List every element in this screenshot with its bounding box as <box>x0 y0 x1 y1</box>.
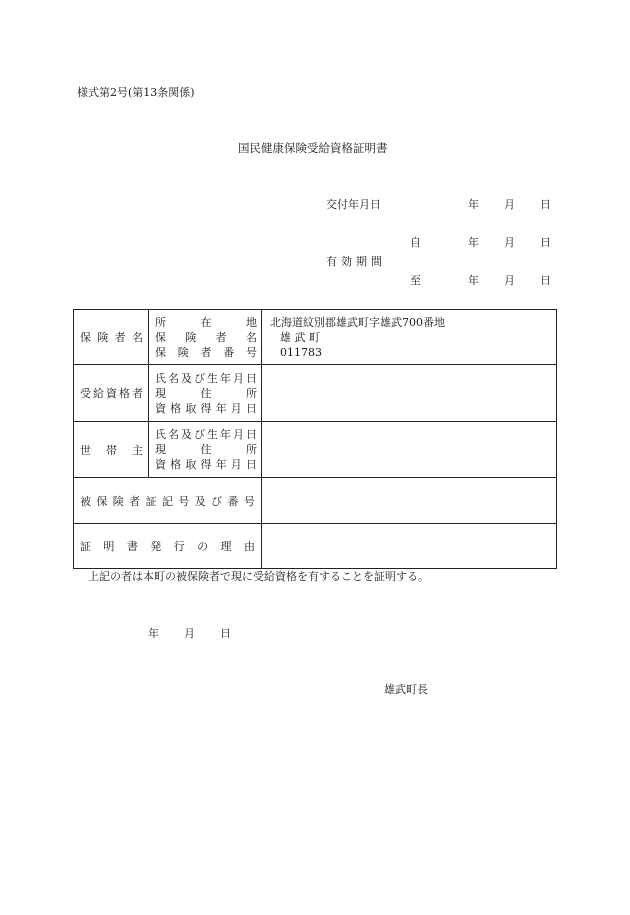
field-name-birthdate: 氏 名 及 び 生 年 月 日 <box>155 428 257 441</box>
certify-month-unit: 月 <box>184 627 195 640</box>
validity-label: 有効期間 <box>326 255 386 268</box>
qualified-person-row <box>74 365 557 422</box>
validity-from-label: 自 <box>410 236 421 249</box>
qualified-person-values-cell[interactable] <box>262 365 557 422</box>
to-day-unit: 日 <box>540 274 551 287</box>
certify-day-unit: 日 <box>220 627 231 640</box>
qualified-person-label-cell <box>74 365 149 422</box>
from-day-unit: 日 <box>540 236 551 249</box>
insurer-values-cell <box>262 310 557 365</box>
issuer-name: 雄武町長 <box>384 683 428 696</box>
issue-date-label: 交付年月日 <box>326 198 381 211</box>
reason-label-cell <box>74 524 262 569</box>
field-current-address: 現 住 所 <box>155 443 257 456</box>
to-year-unit: 年 <box>468 274 479 287</box>
issue-month-unit: 月 <box>504 198 515 211</box>
insurer-label: 保 険 者 名 <box>80 331 143 344</box>
field-acquisition-date: 資 格 取 得 年 月 日 <box>155 458 257 471</box>
certificate-table <box>73 309 557 569</box>
insured-card-label-cell <box>74 478 262 524</box>
field-insurer-name: 保 険 者 名 <box>155 330 257 344</box>
insurer-row <box>74 310 557 365</box>
reason-value-cell[interactable] <box>262 524 557 569</box>
certification-statement: 上記の者は本町の被保険者で現に受給資格を有することを証明する。 <box>88 570 429 583</box>
insurer-address: 北海道紋別郡雄武町字雄武700番地 <box>270 315 445 329</box>
householder-label-cell <box>74 422 149 478</box>
reason-label: 証 明 書 発 行 の 理 由 <box>80 540 255 553</box>
insurer-name: 雄 武 町 <box>280 330 320 344</box>
insurer-label-cell <box>74 310 149 365</box>
householder-row <box>74 422 557 478</box>
qualified-person-label: 受 給 資 格 者 <box>80 387 143 400</box>
field-location: 所 在 地 <box>155 315 257 329</box>
to-month-unit: 月 <box>504 274 515 287</box>
insured-card-value-cell[interactable] <box>262 478 557 524</box>
householder-fields-cell <box>149 422 262 478</box>
householder-values-cell[interactable] <box>262 422 557 478</box>
insurer-fields-cell <box>149 310 262 365</box>
insurer-number: 011783 <box>280 345 322 359</box>
field-insurer-number: 保 険 者 番 号 <box>155 345 257 359</box>
issue-year-unit: 年 <box>468 198 479 211</box>
qualified-person-fields-cell <box>149 365 262 422</box>
reason-row <box>74 524 557 569</box>
document-title: 国民健康保険受給資格証明書 <box>238 141 388 155</box>
validity-to-label: 至 <box>410 274 421 287</box>
from-month-unit: 月 <box>504 236 515 249</box>
issue-day-unit: 日 <box>540 198 551 211</box>
field-name-birthdate: 氏 名 及 び 生 年 月 日 <box>155 371 257 385</box>
insured-card-row <box>74 478 557 524</box>
field-acquisition-date: 資 格 取 得 年 月 日 <box>155 401 257 415</box>
certify-year-unit: 年 <box>148 627 159 640</box>
insured-card-label: 被 保 険 者 証 記 号 及 び 番 号 <box>80 494 255 508</box>
field-current-address: 現 住 所 <box>155 386 257 400</box>
householder-label: 世 帯 主 <box>80 443 143 457</box>
form-number: 様式第2号(第13条関係) <box>77 86 195 99</box>
from-year-unit: 年 <box>468 236 479 249</box>
